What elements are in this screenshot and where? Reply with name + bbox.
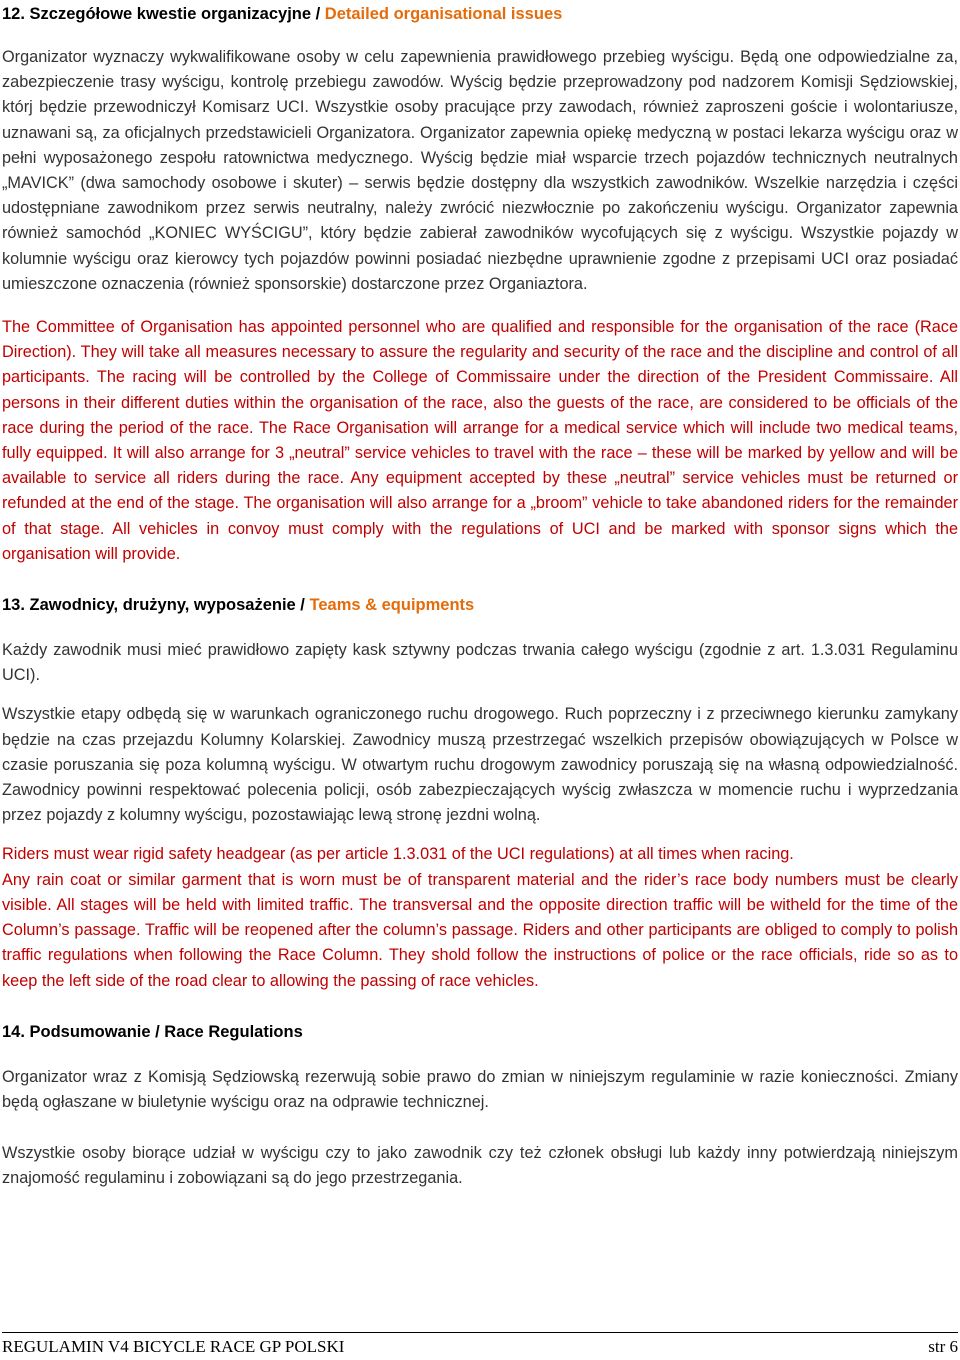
section-12-heading-pl: 12. Szczegółowe kwestie organizacyjne / bbox=[2, 5, 325, 23]
section-13-paragraph-en-2: Any rain coat or similar garment that is worn must be of transparent material and the rider’s race body numbers must be clearly visible. All stages will be held with limited traffic. The transversal and the opposite direction traffic will be witheld for the time of the Column’s passage. Traffic will be reopened after the column’s passage. Riders and other participants are obliged to comply to polish traffic regulations when following the Race Column. They shold follow the instructions of police or the race officials, ride so as to keep the left side of the road clear to allowing the passing of race vehicles. bbox=[2, 870, 958, 990]
section-14-heading: 14. Podsumowanie / Race Regulations bbox=[2, 1022, 303, 1041]
section-14-paragraph-2: Wszystkie osoby biorące udział w wyścigu czy to jako zawodnik czy też członek obsługi lub każdy inny potwierdzają niniejszym znajomość regulaminu i zobowiązani są do jego przestrzegania. bbox=[2, 1144, 958, 1188]
section-13-heading-pl: 13. Zawodnicy, drużyny, wyposażenie / bbox=[2, 596, 310, 615]
section-13-heading bbox=[2, 593, 958, 618]
section-13-paragraph-en-1: Riders must wear rigid safety headgear (as per article 1.3.031 of the UCI regulations) at all times when racing. bbox=[2, 845, 794, 864]
footer-page-number: str 6 bbox=[928, 1337, 958, 1356]
document-content bbox=[2, 2, 958, 1192]
section-12-paragraph-pl: Organizator wyznaczy wykwalifikowane osoby w celu zapewnienia prawidłowego przebieg wyścigu. Będą one odpowiedzialne za, zabezpieczenie trasy wyścigu, kontrolę przebiegu zawodów. Wyścig będzie przeprowadzony pod nadzorem Komisji Sędziowskiej, którj będzie przewodniczył Komisarz UCI. Wszystkie osoby pracujące przy zawodach, również zaproszeni goście i wolontariusze, uznawani są, za oficjalnych przedstawicieli Organizatora. Organizator zapewnia opiekę medyczną w postaci lekarza wyścigu oraz w pełni wyposażonego zespołu ratownictwa medycznego. Wyścig będzie miał wsparcie trzech pojazdów technicznych neutralnych „MAVICK” (dwa samochody osobowe i skuter) – serwis będzie dostępny dla wszystkich zawodników. Wszelkie narzędzia i części udostępniane zawodnikom przez serwis neutralny, należy zwrócić niezwłocznie po zakończeniu wyścigu. Organizator zapewnia również samochód „KONIEC WYŚCIGU”, który będzie zabierał zawodników wycofujących się z wyścigu. Wszystkie pojazdy w kolumnie wyścigu oraz kierowcy tych pojazdów powinni posiadać niezbędne uprawnienie zgodne z przepisami UCI oraz posiadać umieszczone oznaczenia (również sponsorskie) dostarczone przez Organiaztora. bbox=[2, 48, 958, 293]
section-13-paragraph-pl-1: Każdy zawodnik musi mieć prawidłowo zapięty kask sztywny podczas trwania całego wyścigu (zgodnie z art. 1.3.031 Regulaminu UCI). bbox=[2, 641, 958, 685]
page-footer bbox=[2, 1332, 958, 1358]
section-13-heading-en: Teams & equipments bbox=[309, 596, 475, 615]
section-14-paragraph-1: Organizator wraz z Komisją Sędziowską rezerwują sobie prawo do zmian w niniejszym regulaminie w razie konieczności. Zmiany będą ogłaszane w biuletynie wyścigu oraz na odprawie technicznej. bbox=[2, 1067, 958, 1111]
footer-document-title: REGULAMIN V4 BICYCLE RACE GP POLSKI bbox=[2, 1337, 345, 1356]
section-13-paragraph-pl-2: Wszystkie etapy odbędą się w warunkach ograniczonego ruchu drogowego. Ruch poprzeczny i z przeciwnego kierunku zamykany będzie na czas przejazdu Kolumny Kolarskiej. Zawodnicy muszą przestrzegać wszelkich przepisów obowiązujących w Polsce w czasie poruszania się poza kolumną wyścigu. W otwartym ruchu drogowym zawodnicy poruszają się na własną odpowiedzialność. Zawodnicy powinni respektować polecenia policji, osób zabezpieczających wyścig zwłaszcza w momencie ruchu i wyprzedzania przez pojazdy z kolumny wyścigu, pozostawiając lewą stronę jezdni wolną. bbox=[2, 705, 958, 825]
section-12-paragraph-en: The Committee of Organisation has appointed personnel who are qualified and responsible for the organisation of the race (Race Direction). They will take all measures necessary to assure the regularity and security of the race and the discipline and control of all participants. The racing will be controlled by the College of Commissaire under the direction of the President Commissaire. All persons in their different duties within the organisation of the race, also the guests of the race, are considered to be officials of the race during the period of the race. The Race Organisation will arrange for a medical service which will include two medical teams, fully equipped. It will also arrange for 3 „neutral” service vehicles to travel with the race – these will be marked by yellow and will be available to service all riders during the race. Any equipment accepted by these „neutral” service vehicles must be returned or refunded at the end of the stage. The organisation will also arrange for a „broom” vehicle to take abandoned riders for the remainder of that stage. All vehicles in convoy must comply with the regulations of UCI and be marked with sponsor signs which the organisation will provide. bbox=[2, 318, 958, 563]
section-12-heading bbox=[2, 2, 958, 27]
section-12-heading-en: Detailed organisational issues bbox=[324, 5, 563, 23]
